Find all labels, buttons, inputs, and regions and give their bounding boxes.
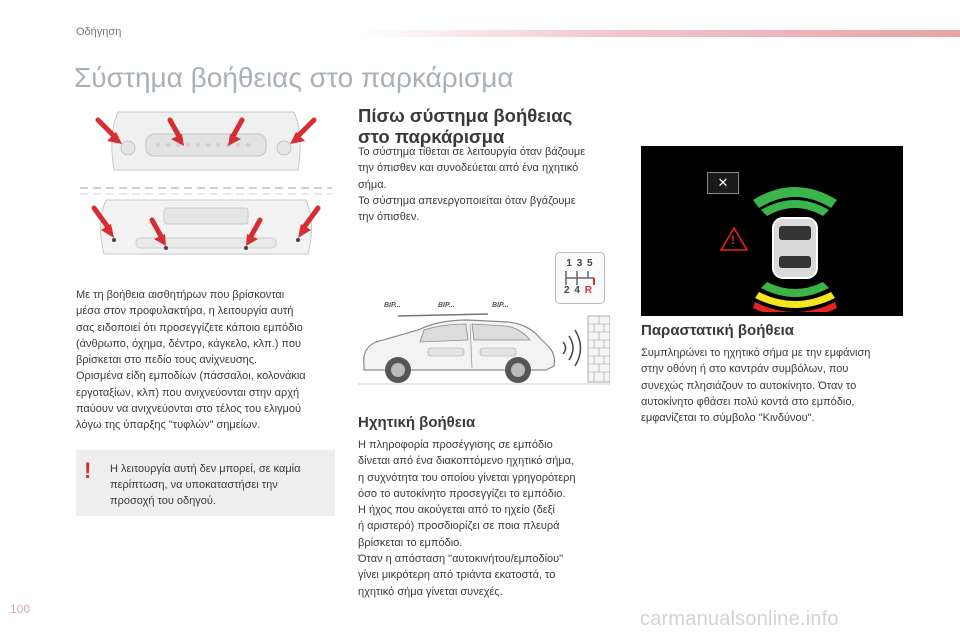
text-line: Συμπληρώνει το ηχητικό σήμα με την εμφάνιση (641, 347, 871, 359)
close-icon: ✕ (707, 172, 739, 194)
text-line: δίνεται από ένα διακοπτόμενο ηχητικό σήμα, (358, 455, 575, 468)
visual-assist-text (641, 345, 911, 426)
text-line: (άνθρωπο, όχημα, δέντρο, κάγκελο, κλπ.) που (76, 337, 302, 350)
page-number: 100 (10, 602, 31, 616)
text-line: Ορισμένα είδη εμποδίων (πάσσαλοι, κολονάκια (76, 370, 306, 383)
text-line: βρίσκεται στο πεδίο τους ανίχνευσης. (76, 354, 258, 367)
text-line: συνεχώς πλησιάζουν το αυτοκίνητο. Όταν το (641, 379, 857, 392)
text-line: Όταν η απόσταση "αυτοκινήτου/εμποδίου" (358, 553, 564, 566)
beep-label: BIP... (492, 302, 509, 309)
text-line: αυτοκίνητο φθάσει πολύ κοντά στο εμπόδιο, (641, 395, 855, 408)
rear-assist-heading (358, 105, 572, 147)
left-paragraph (76, 287, 338, 434)
text-line: προσοχή του οδηγού. (110, 495, 216, 507)
heading-line: Πίσω σύστημα βοήθειας (358, 105, 573, 126)
beep-label: BIP... (384, 302, 401, 309)
gear-pattern-icon (563, 271, 597, 285)
watermark: carmanualsonline.info (640, 608, 839, 630)
gear-reverse-label: R (584, 285, 593, 296)
sound-assist-text (358, 437, 630, 600)
text-line: η συχνότητα του οποίου γίνεται γρηγορότερη (358, 471, 576, 484)
rear-assist-intro (358, 144, 628, 225)
text-line: στην οθόνη ή στο καντράν συμβόλων, που (641, 363, 849, 376)
text-line: βρίσκεται το εμπόδιο. (358, 536, 463, 549)
text-line: εργοταξίων, κλπ) που ανιχνεύονται στην αρχή (76, 386, 300, 399)
warning-icon: ! (84, 458, 92, 483)
text-line: Η ήχος που ακούγεται από το ηχείο (δεξί (358, 504, 555, 517)
gear-shift-icon (555, 252, 605, 304)
danger-symbol: ! (731, 233, 735, 247)
text-line: μέσα στον προφυλακτήρα, η λειτουργία αυτή (76, 305, 294, 318)
page-title: Σύστημα βοήθειας στο παρκάρισμα (74, 62, 514, 93)
warning-box (76, 450, 335, 516)
text-line: όσο το αυτοκίνητο προσεγγίζει το εμπόδιο. (358, 487, 566, 500)
text-line: την όπισθεν. (358, 211, 420, 224)
text-line: λόγω της ύπαρξης "τυφλών" σημείων. (76, 419, 261, 432)
beep-label: BIP... (438, 302, 455, 309)
text-line: σας ειδοποιεί ότι προσεγγίζετε κάποιο εμπόδιο (76, 321, 303, 334)
proximity-zones-graphic (747, 178, 843, 312)
gear-bottom-row (564, 285, 593, 296)
visual-assist-heading: Παραστατική βοήθεια (641, 322, 794, 339)
sound-assist-heading: Ηχητική βοήθεια (358, 414, 476, 431)
car-reversing-illustration (358, 308, 610, 388)
bumper-sensor-illustration (76, 104, 336, 280)
text-line: ή αριστερό) προσδιορίζει σε ποια πλευρά (358, 520, 560, 533)
text-line: Η πληροφορία προσέγγισης σε εμπόδιο (358, 439, 553, 451)
text-line: εμφανίζεται το σύμβολο "Κινδύνου". (641, 412, 815, 425)
text-line: Το σύστημα απενεργοποιείται όταν βγάζουμε (358, 194, 576, 207)
text-line: Το σύστημα τίθεται σε λειτουργία όταν βάζουμε (358, 146, 586, 158)
header-band (360, 30, 960, 37)
gear-bottom-numbers: 2 4 (564, 285, 581, 296)
text-line: παύουν να ανιχνεύονται στο τέλος του ελιγμού (76, 403, 301, 416)
parking-display-screen (641, 146, 903, 316)
text-line: Με τη βοήθεια αισθητήρων που βρίσκονται (76, 289, 285, 301)
text-line: περίπτωση, να υποκαταστήσει την (110, 479, 278, 491)
text-line: ηχητικό σήμα γίνεται συνεχές. (358, 585, 503, 598)
section-label: Οδήγηση (76, 26, 122, 38)
warning-text (110, 461, 326, 509)
text-line: γίνει μικρότερη από τριάντα εκατοστά, το (358, 569, 556, 582)
text-line: Η λειτουργία αυτή δεν μπορεί, σε καμία (110, 463, 301, 475)
text-line: την όπισθεν και συνοδεύεται από ένα ηχητικό (358, 162, 579, 175)
heading-line: στο παρκάρισμα (358, 126, 505, 147)
text-line: σήμα. (358, 178, 387, 191)
gear-top-numbers: 1 3 5 (566, 258, 594, 269)
